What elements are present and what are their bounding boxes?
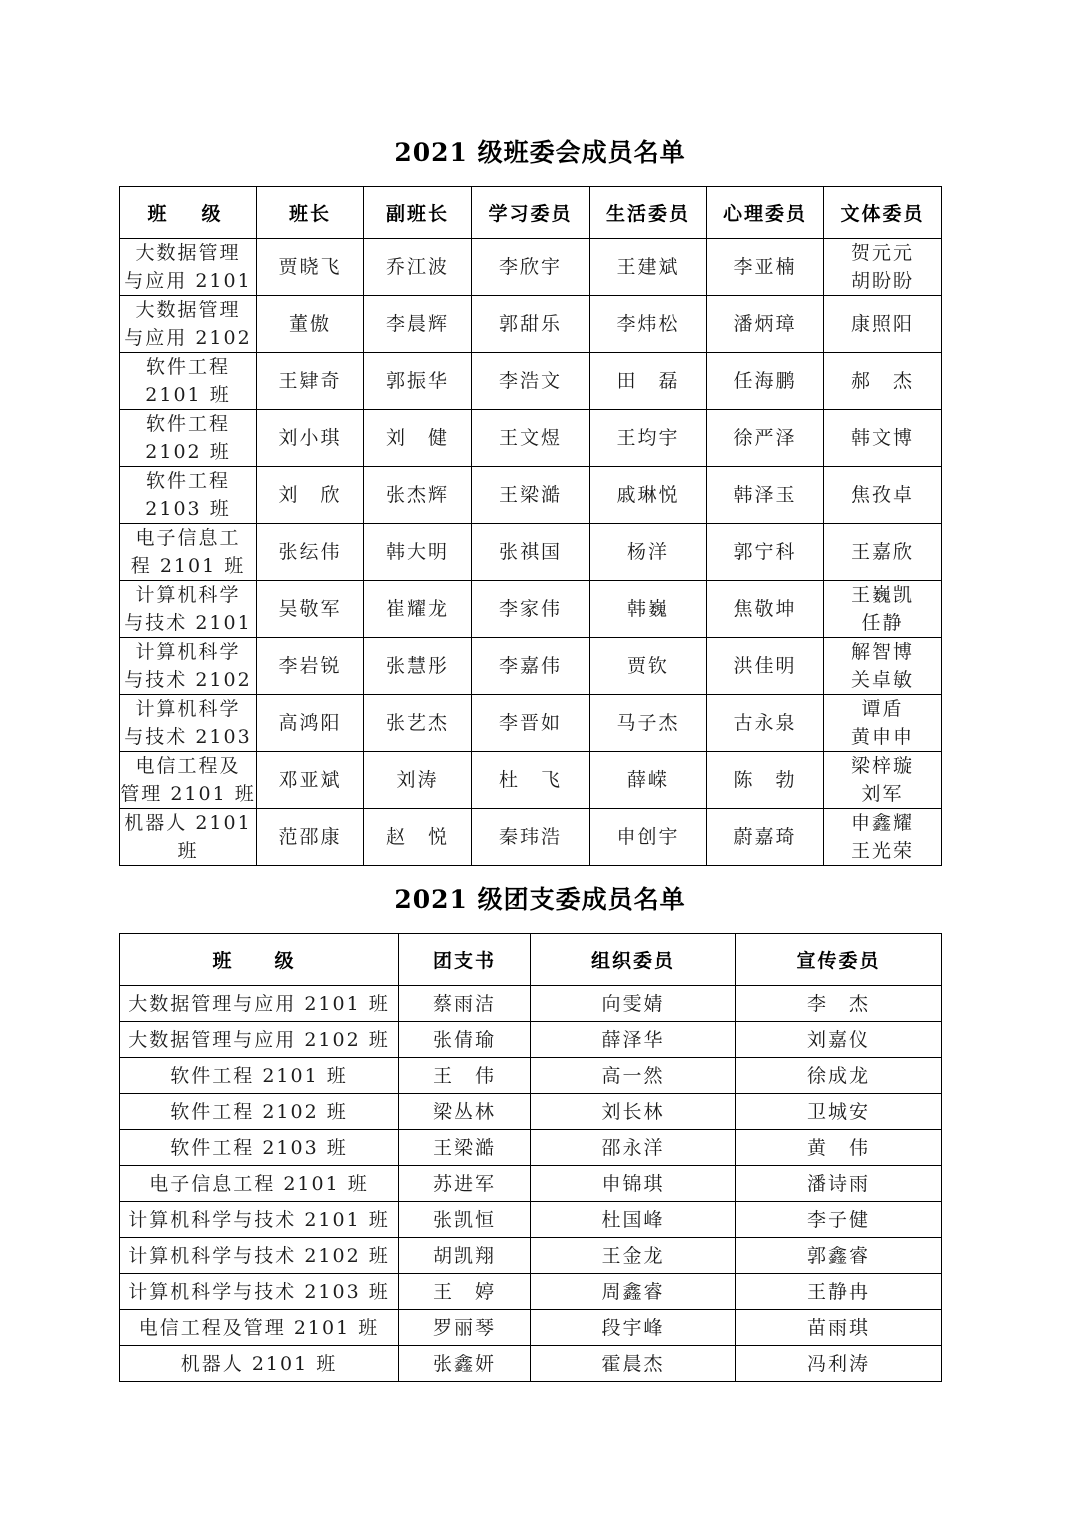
- committee-vice-monitor-cell: 刘涛: [364, 752, 472, 809]
- league-class-cell: 计算机科学与技术 2103 班: [120, 1274, 399, 1310]
- committee-vice-monitor-cell: 赵 悦: [364, 809, 472, 866]
- committee-class-cell: 计算机科学 与技术 2102: [120, 638, 257, 695]
- committee-monitor-cell: 贾晓飞: [257, 239, 364, 296]
- league-organization-member-cell: 霍晨杰: [531, 1346, 736, 1382]
- committee-table-body: [120, 239, 942, 866]
- committee-psychology-member-cell: 郭宁科: [707, 524, 824, 581]
- committee-row: [120, 524, 942, 581]
- committee-header-vice-monitor: 副班长: [364, 187, 472, 239]
- league-class-cell: 软件工程 2101 班: [120, 1058, 399, 1094]
- committee-culture-sports-member-cell: 韩文博: [824, 410, 942, 467]
- league-publicity-member-cell: 刘嘉仪: [736, 1022, 942, 1058]
- committee-monitor-cell: 李岩锐: [257, 638, 364, 695]
- committee-psychology-member-cell: 蔚嘉琦: [707, 809, 824, 866]
- committee-row: [120, 752, 942, 809]
- league-class-cell: 大数据管理与应用 2102 班: [120, 1022, 399, 1058]
- league-row: [120, 1166, 942, 1202]
- committee-culture-sports-member-cell: 解智博 关卓敏: [824, 638, 942, 695]
- committee-header-culture-sports-member: 文体委员: [824, 187, 942, 239]
- committee-monitor-cell: 邓亚斌: [257, 752, 364, 809]
- league-row: [120, 1202, 942, 1238]
- league-publicity-member-cell: 徐成龙: [736, 1058, 942, 1094]
- league-league-secretary-cell: 王梁澔: [399, 1130, 531, 1166]
- league-publicity-member-cell: 王静冉: [736, 1274, 942, 1310]
- league-publicity-member-cell: 李子健: [736, 1202, 942, 1238]
- committee-vice-monitor-cell: 张杰辉: [364, 467, 472, 524]
- committee-class-cell: 软件工程 2101 班: [120, 353, 257, 410]
- committee-row: [120, 809, 942, 866]
- league-publicity-member-cell: 苗雨琪: [736, 1310, 942, 1346]
- committee-vice-monitor-cell: 乔江波: [364, 239, 472, 296]
- committee-row: [120, 353, 942, 410]
- committee-table: [119, 186, 942, 866]
- committee-row: [120, 239, 942, 296]
- league-table: [119, 933, 942, 1382]
- committee-study-member-cell: 李嘉伟: [472, 638, 590, 695]
- committee-life-member-cell: 王建斌: [590, 239, 707, 296]
- league-class-cell: 机器人 2101 班: [120, 1346, 399, 1382]
- league-class-cell: 计算机科学与技术 2101 班: [120, 1202, 399, 1238]
- league-row: [120, 1346, 942, 1382]
- league-league-secretary-cell: 梁丛林: [399, 1094, 531, 1130]
- committee-study-member-cell: 李家伟: [472, 581, 590, 638]
- committee-culture-sports-member-cell: 申鑫耀 王光荣: [824, 809, 942, 866]
- committee-row: [120, 638, 942, 695]
- league-publicity-member-cell: 黄 伟: [736, 1130, 942, 1166]
- league-league-secretary-cell: 王 婷: [399, 1274, 531, 1310]
- committee-row: [120, 296, 942, 353]
- committee-monitor-cell: 刘 欣: [257, 467, 364, 524]
- league-class-cell: 大数据管理与应用 2101 班: [120, 986, 399, 1022]
- committee-monitor-cell: 吴敬军: [257, 581, 364, 638]
- committee-header-row: [120, 187, 942, 239]
- committee-life-member-cell: 李炜松: [590, 296, 707, 353]
- committee-psychology-member-cell: 李亚楠: [707, 239, 824, 296]
- league-row: [120, 1022, 942, 1058]
- league-class-cell: 软件工程 2102 班: [120, 1094, 399, 1130]
- league-row: [120, 1274, 942, 1310]
- league-publicity-member-cell: 卫城安: [736, 1094, 942, 1130]
- committee-class-cell: 机器人 2101 班: [120, 809, 257, 866]
- league-row: [120, 1058, 942, 1094]
- league-league-secretary-cell: 胡凯翔: [399, 1238, 531, 1274]
- committee-class-cell: 软件工程 2102 班: [120, 410, 257, 467]
- league-class-cell: 软件工程 2103 班: [120, 1130, 399, 1166]
- league-row: [120, 1130, 942, 1166]
- committee-vice-monitor-cell: 崔耀龙: [364, 581, 472, 638]
- committee-psychology-member-cell: 古永泉: [707, 695, 824, 752]
- league-header-publicity-member: 宣传委员: [736, 934, 942, 986]
- league-organization-member-cell: 薛泽华: [531, 1022, 736, 1058]
- committee-vice-monitor-cell: 张艺杰: [364, 695, 472, 752]
- committee-class-cell: 电子信息工 程 2101 班: [120, 524, 257, 581]
- league-class-cell: 计算机科学与技术 2102 班: [120, 1238, 399, 1274]
- committee-study-member-cell: 王梁澔: [472, 467, 590, 524]
- committee-monitor-cell: 董傲: [257, 296, 364, 353]
- committee-class-cell: 大数据管理 与应用 2102: [120, 296, 257, 353]
- league-class-cell: 电信工程及管理 2101 班: [120, 1310, 399, 1346]
- committee-study-member-cell: 李浩文: [472, 353, 590, 410]
- committee-study-member-cell: 李晋如: [472, 695, 590, 752]
- committee-vice-monitor-cell: 郭振华: [364, 353, 472, 410]
- committee-psychology-member-cell: 洪佳明: [707, 638, 824, 695]
- committee-vice-monitor-cell: 刘 健: [364, 410, 472, 467]
- committee-culture-sports-member-cell: 贺元元 胡盼盼: [824, 239, 942, 296]
- committee-psychology-member-cell: 潘炳璋: [707, 296, 824, 353]
- committee-study-member-cell: 李欣宇: [472, 239, 590, 296]
- committee-life-member-cell: 贾钦: [590, 638, 707, 695]
- league-organization-member-cell: 杜国峰: [531, 1202, 736, 1238]
- league-organization-member-cell: 向雯婧: [531, 986, 736, 1022]
- committee-study-member-cell: 秦玮浩: [472, 809, 590, 866]
- league-header-secretary: 团支书: [399, 934, 531, 986]
- committee-life-member-cell: 马子杰: [590, 695, 707, 752]
- league-organization-member-cell: 王金龙: [531, 1238, 736, 1274]
- league-header-row: [120, 934, 942, 986]
- committee-class-cell: 大数据管理 与应用 2101: [120, 239, 257, 296]
- committee-life-member-cell: 薛嵘: [590, 752, 707, 809]
- committee-life-member-cell: 韩巍: [590, 581, 707, 638]
- committee-header-monitor: 班长: [257, 187, 364, 239]
- league-organization-member-cell: 周鑫睿: [531, 1274, 736, 1310]
- committee-row: [120, 695, 942, 752]
- committee-study-member-cell: 张祺国: [472, 524, 590, 581]
- league-organization-member-cell: 高一然: [531, 1058, 736, 1094]
- league-header-class: 班 级: [120, 934, 399, 986]
- committee-vice-monitor-cell: 张慧彤: [364, 638, 472, 695]
- committee-monitor-cell: 张纭伟: [257, 524, 364, 581]
- committee-culture-sports-member-cell: 郝 杰: [824, 353, 942, 410]
- committee-class-cell: 电信工程及 管理 2101 班: [120, 752, 257, 809]
- committee-psychology-member-cell: 任海鹏: [707, 353, 824, 410]
- committee-culture-sports-member-cell: 焦孜卓: [824, 467, 942, 524]
- league-league-secretary-cell: 张凯恒: [399, 1202, 531, 1238]
- league-header-organization-member: 组织委员: [531, 934, 736, 986]
- league-publicity-member-cell: 潘诗雨: [736, 1166, 942, 1202]
- league-organization-member-cell: 申锦琪: [531, 1166, 736, 1202]
- league-organization-member-cell: 邵永洋: [531, 1130, 736, 1166]
- league-publicity-member-cell: 李 杰: [736, 986, 942, 1022]
- league-table-body: [120, 986, 942, 1382]
- league-title: 2021 级团支委成员名单: [394, 885, 686, 914]
- committee-life-member-cell: 王均宇: [590, 410, 707, 467]
- league-class-cell: 电子信息工程 2101 班: [120, 1166, 399, 1202]
- committee-culture-sports-member-cell: 康照阳: [824, 296, 942, 353]
- committee-life-member-cell: 申创宇: [590, 809, 707, 866]
- committee-study-member-cell: 王文煜: [472, 410, 590, 467]
- league-league-secretary-cell: 张倩瑜: [399, 1022, 531, 1058]
- committee-psychology-member-cell: 韩泽玉: [707, 467, 824, 524]
- league-row: [120, 1094, 942, 1130]
- committee-header-study-member: 学习委员: [472, 187, 590, 239]
- committee-header-life-member: 生活委员: [590, 187, 707, 239]
- committee-class-cell: 软件工程 2103 班: [120, 467, 257, 524]
- committee-monitor-cell: 范邵康: [257, 809, 364, 866]
- league-league-secretary-cell: 张鑫妍: [399, 1346, 531, 1382]
- committee-culture-sports-member-cell: 梁梓璇 刘军: [824, 752, 942, 809]
- committee-study-member-cell: 郭甜乐: [472, 296, 590, 353]
- league-league-secretary-cell: 苏进军: [399, 1166, 531, 1202]
- committee-vice-monitor-cell: 李晨辉: [364, 296, 472, 353]
- committee-title: 2021 级班委会成员名单: [394, 138, 686, 167]
- league-league-secretary-cell: 蔡雨洁: [399, 986, 531, 1022]
- league-league-secretary-cell: 王 伟: [399, 1058, 531, 1094]
- league-row: [120, 1310, 942, 1346]
- committee-culture-sports-member-cell: 王巍凯 任静: [824, 581, 942, 638]
- league-league-secretary-cell: 罗丽琴: [399, 1310, 531, 1346]
- committee-psychology-member-cell: 焦敬坤: [707, 581, 824, 638]
- committee-psychology-member-cell: 徐严泽: [707, 410, 824, 467]
- league-publicity-member-cell: 冯利涛: [736, 1346, 942, 1382]
- committee-row: [120, 467, 942, 524]
- committee-monitor-cell: 王肄奇: [257, 353, 364, 410]
- committee-life-member-cell: 田 磊: [590, 353, 707, 410]
- committee-culture-sports-member-cell: 谭盾 黄申申: [824, 695, 942, 752]
- committee-row: [120, 581, 942, 638]
- committee-culture-sports-member-cell: 王嘉欣: [824, 524, 942, 581]
- league-row: [120, 986, 942, 1022]
- league-row: [120, 1238, 942, 1274]
- committee-life-member-cell: 戚琳悦: [590, 467, 707, 524]
- committee-monitor-cell: 高鸿阳: [257, 695, 364, 752]
- committee-class-cell: 计算机科学 与技术 2101: [120, 581, 257, 638]
- committee-header-psychology-member: 心理委员: [707, 187, 824, 239]
- committee-study-member-cell: 杜 飞: [472, 752, 590, 809]
- committee-class-cell: 计算机科学 与技术 2103: [120, 695, 257, 752]
- committee-psychology-member-cell: 陈 勃: [707, 752, 824, 809]
- league-organization-member-cell: 刘长林: [531, 1094, 736, 1130]
- league-publicity-member-cell: 郭鑫睿: [736, 1238, 942, 1274]
- committee-vice-monitor-cell: 韩大明: [364, 524, 472, 581]
- committee-header-class: 班 级: [120, 187, 257, 239]
- committee-row: [120, 410, 942, 467]
- committee-monitor-cell: 刘小琪: [257, 410, 364, 467]
- committee-life-member-cell: 杨洋: [590, 524, 707, 581]
- league-organization-member-cell: 段宇峰: [531, 1310, 736, 1346]
